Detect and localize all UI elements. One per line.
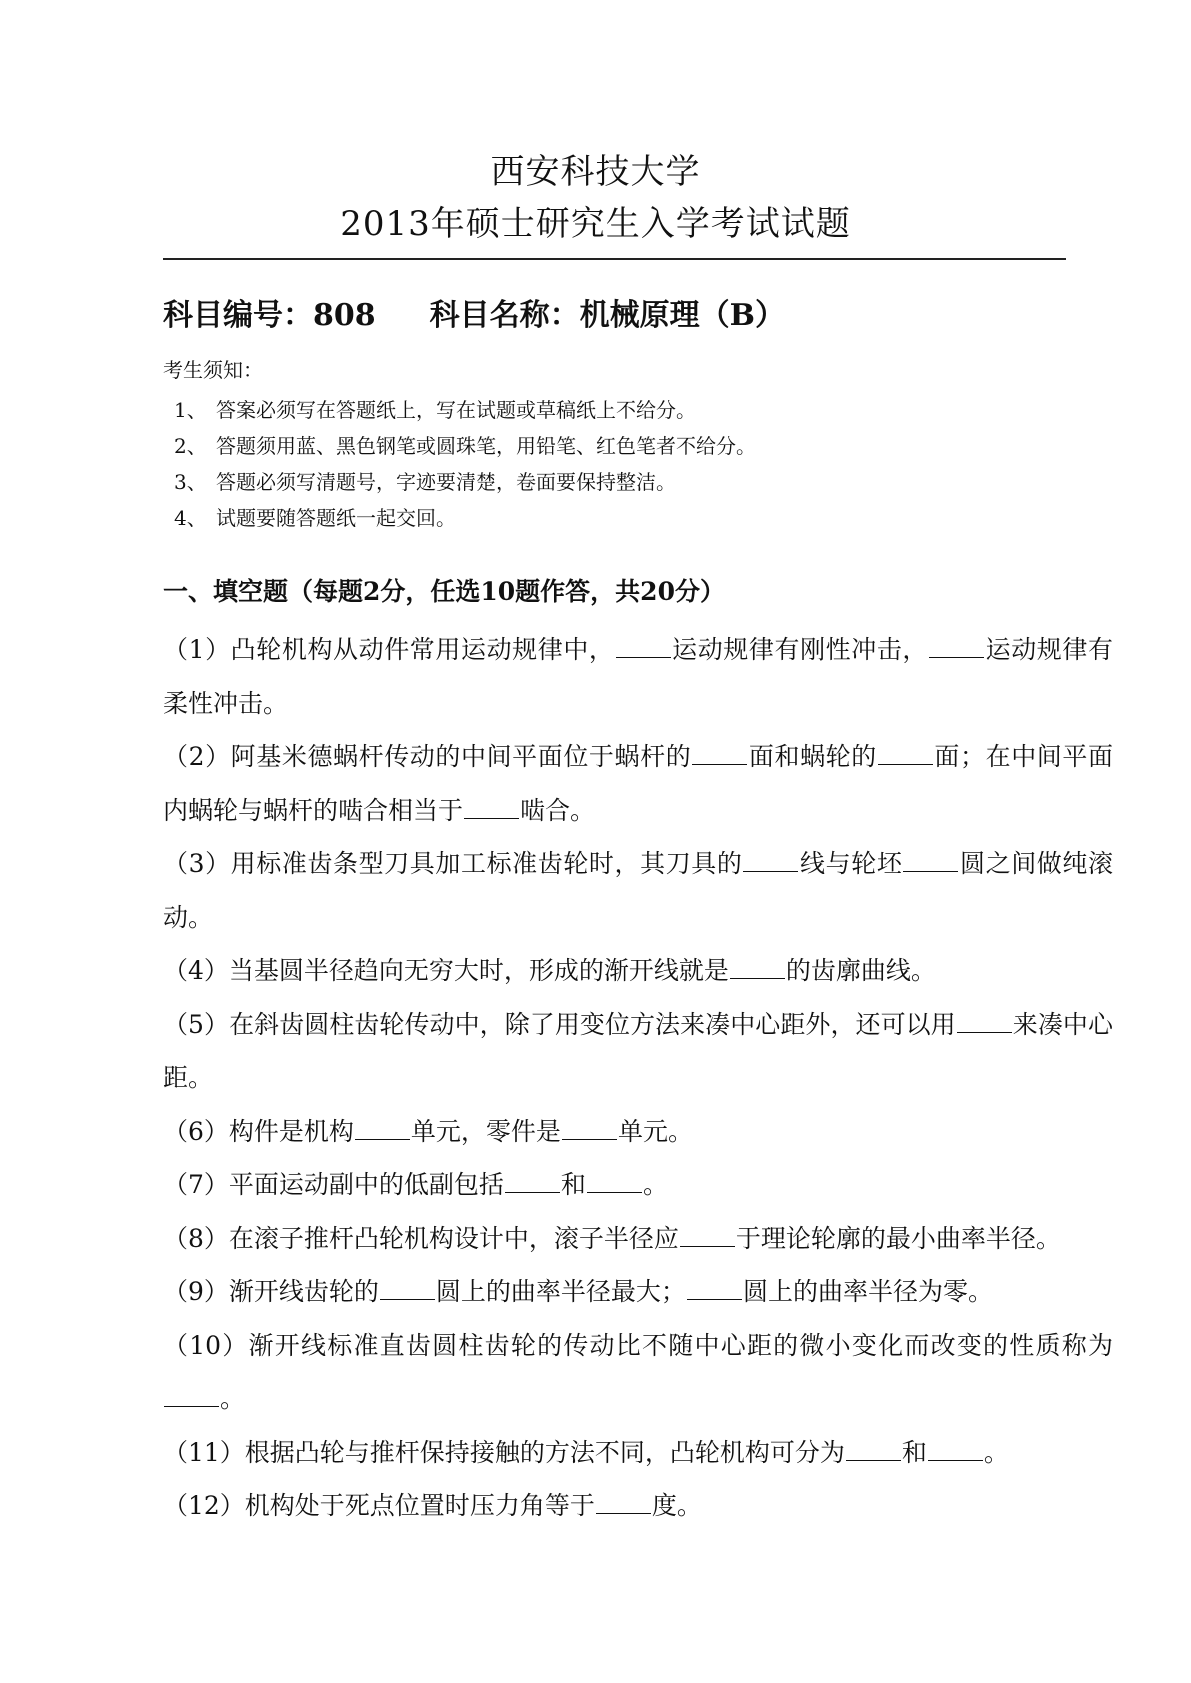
- subject-name: 机械原理（B）: [579, 298, 785, 333]
- answer-blank: [903, 849, 958, 872]
- title-divider: [163, 258, 1066, 260]
- answer-blank: [878, 742, 933, 765]
- answer-blank: [846, 1438, 901, 1461]
- question-11: （11）根据凸轮与推杆保持接触的方法不同，凸轮机构可分为 和 。: [163, 1437, 1009, 1467]
- answer-blank: [680, 1224, 735, 1247]
- answer-blank: [355, 1117, 410, 1140]
- question-4: （4）当基圆半径趋向无穷大时，形成的渐开线就是 的齿廓曲线。: [163, 956, 936, 985]
- question-9: （9）渐开线齿轮的 圆上的曲率半径最大； 圆上的曲率半径为零。: [163, 1277, 993, 1306]
- university-name: 西安科技大学: [490, 152, 701, 192]
- question-8: （8）在滚子推杆凸轮机构设计中，滚子半径应 于理论轮廓的最小曲率半径。: [163, 1223, 1061, 1253]
- question-6: （6）构件是机构 单元，零件是 单元。: [163, 1116, 693, 1146]
- subject-code-label: 科目编号：: [163, 298, 313, 333]
- notice-title: 考生须知：: [163, 358, 263, 382]
- notice-item: 4、 试题要随答题纸一起交回。: [174, 506, 456, 530]
- section-heading: 一、填空题（每题2分，任选10题作答，共20分）: [163, 577, 725, 606]
- answer-blank: [562, 1117, 617, 1140]
- notice-item: 1、 答案必须写在答题纸上，写在试题或草稿纸上不给分。: [174, 398, 696, 422]
- answer-blank: [616, 635, 671, 658]
- subject-code: 808: [313, 298, 376, 333]
- answer-blank: [957, 1010, 1012, 1033]
- question-1: （1）凸轮机构从动件常用运动规律中， 运动规律有刚性冲击， 运动规律有柔性冲击。: [163, 635, 1113, 718]
- answer-blank: [380, 1277, 435, 1300]
- title-block: [0, 150, 1191, 246]
- notice-item: 2、 答题须用蓝、黑色钢笔或圆珠笔，用铅笔、红色笔者不给分。: [174, 434, 756, 458]
- question-5: （5）在斜齿圆柱齿轮传动中，除了用变位方法来凑中心距外，还可以用 来凑中心距。: [163, 1009, 1113, 1092]
- subject-row: [163, 296, 785, 336]
- question-10: （10）渐开线标准直齿圆柱齿轮的传动比不随中心距的微小变化而改变的性质称为。: [163, 1330, 1113, 1413]
- exam-title: 2013年硕士研究生入学考试试题: [340, 204, 851, 244]
- notice-list: [174, 392, 756, 536]
- answer-blank: [596, 1491, 651, 1514]
- answer-blank: [505, 1170, 560, 1193]
- question-7: （7）平面运动副中的低副包括 和 。: [163, 1170, 668, 1199]
- notice-item: 3、 答题必须写清题号，字迹要清楚，卷面要保持整洁。: [174, 470, 676, 494]
- answer-blank: [730, 956, 785, 979]
- answer-blank: [464, 796, 519, 819]
- answer-blank: [164, 1384, 219, 1407]
- answer-blank: [929, 635, 984, 658]
- question-12: （12）机构处于死点位置时压力角等于 度。: [163, 1491, 702, 1520]
- subject-name-label: 科目名称：: [429, 298, 580, 333]
- question-3: （3）用标准齿条型刀具加工标准齿轮时，其刀具的 线与轮坯 圆之间做纯滚动。: [163, 849, 1113, 932]
- question-list: [163, 623, 1113, 1533]
- question-2: （2）阿基米德蜗杆传动的中间平面位于蜗杆的 面和蜗轮的 面；在中间平面内蜗轮与蜗杆的啮合相当于 啮合。: [163, 742, 1113, 825]
- answer-blank: [743, 849, 798, 872]
- answer-blank: [928, 1438, 983, 1461]
- answer-blank: [687, 1277, 742, 1300]
- answer-blank: [692, 742, 747, 765]
- answer-blank: [587, 1170, 642, 1193]
